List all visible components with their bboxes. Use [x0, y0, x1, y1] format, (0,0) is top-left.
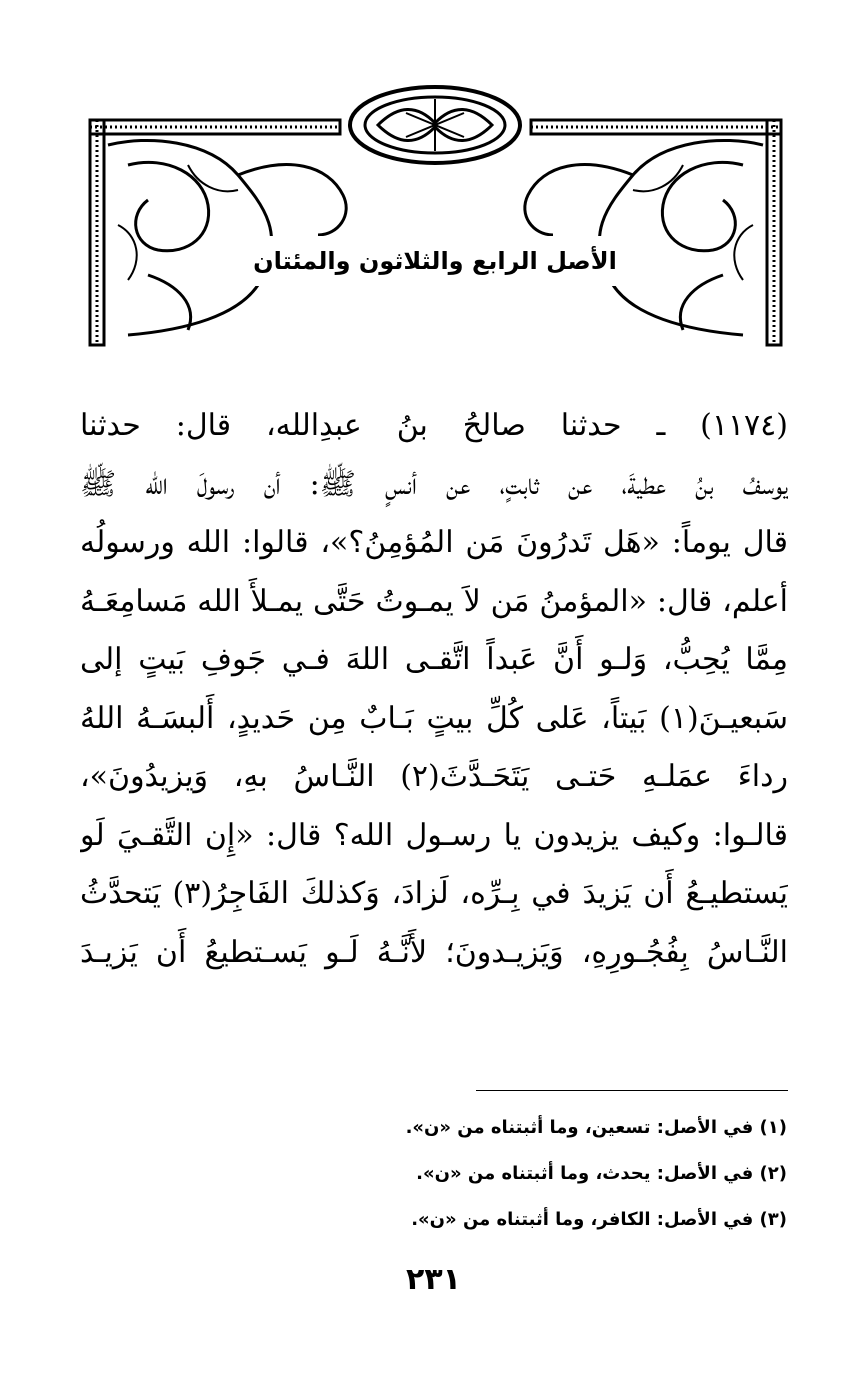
- ornamental-header-frame: [88, 85, 783, 347]
- body-line: قال يوماً: «هَل تَدرُونَ مَن المُؤمِنُ؟»، قالوا: الله ورسولُه: [80, 525, 788, 560]
- body-line: مِمَّا يُحِبُّ، وَلـو أَنَّ عَبداً اتَّقـى اللهَ فـي جَوفِ بَيتٍ إلى: [80, 642, 788, 677]
- body-line: (١١٧٤) ـ حدثنا صالحُ بنُ عبدِالله، قال: حدثنا: [80, 408, 788, 443]
- body-line: أعلم، قال: «المؤمنُ مَن لاَ يمـوتُ حَتَّى يمـلأَ الله مَسامِعَـهُ: [80, 583, 788, 619]
- footnote: (٢) في الأصل: يحدث، وما أثبتناه من «ن».: [416, 1163, 787, 1184]
- body-line: رداءَ عمَلـهِ حَتـى يَتَحَـدَّثَ(٢) النَّـاسُ بهِ، وَيزيدُونَ»،: [80, 759, 788, 794]
- footnotes: [406, 1108, 787, 1246]
- hadith-body: [80, 397, 788, 982]
- body-line: سَبعيـنَ(١) بَيتاً، عَلى كُلِّ بيتٍ بَـابٌ مِن حَديدٍ، أَلبسَـهُ اللهُ: [80, 700, 788, 736]
- chapter-heading: الأصل الرابع والثلاثون والمئتان: [240, 236, 630, 286]
- body-line: النَّـاسُ بِفُجُـورِهِ، وَيَزيـدونَ؛ لأَنَّـهُ لَـو يَسـتطيعُ أَن يَزيـدَ: [80, 934, 788, 970]
- body-line: قالـوا: وكيف يزيدون يا رسـول الله؟ قال: «إِن التَّقـيَ لَو: [80, 817, 788, 853]
- footnote: (٣) في الأصل: الكافر، وما أثبتناه من «ن».: [411, 1209, 787, 1230]
- body-line: يوسفُ بنُ عطيةَ، عن ثابتٍ، عن أنسٍ ﷺ: أن رسولَ الله ﷺ: [80, 466, 788, 502]
- footnote-separator: [476, 1090, 788, 1091]
- body-line: يَستطيـعُ أَن يَزيدَ في بِـرِّه، لَزادَ، وَكذلكَ الفَاجِرُ(٣) يَتحدَّثُ: [80, 876, 788, 911]
- footnote: (١) في الأصل: تسعين، وما أثبتناه من «ن».: [405, 1117, 787, 1138]
- page-number: ٢٣١: [406, 1262, 461, 1297]
